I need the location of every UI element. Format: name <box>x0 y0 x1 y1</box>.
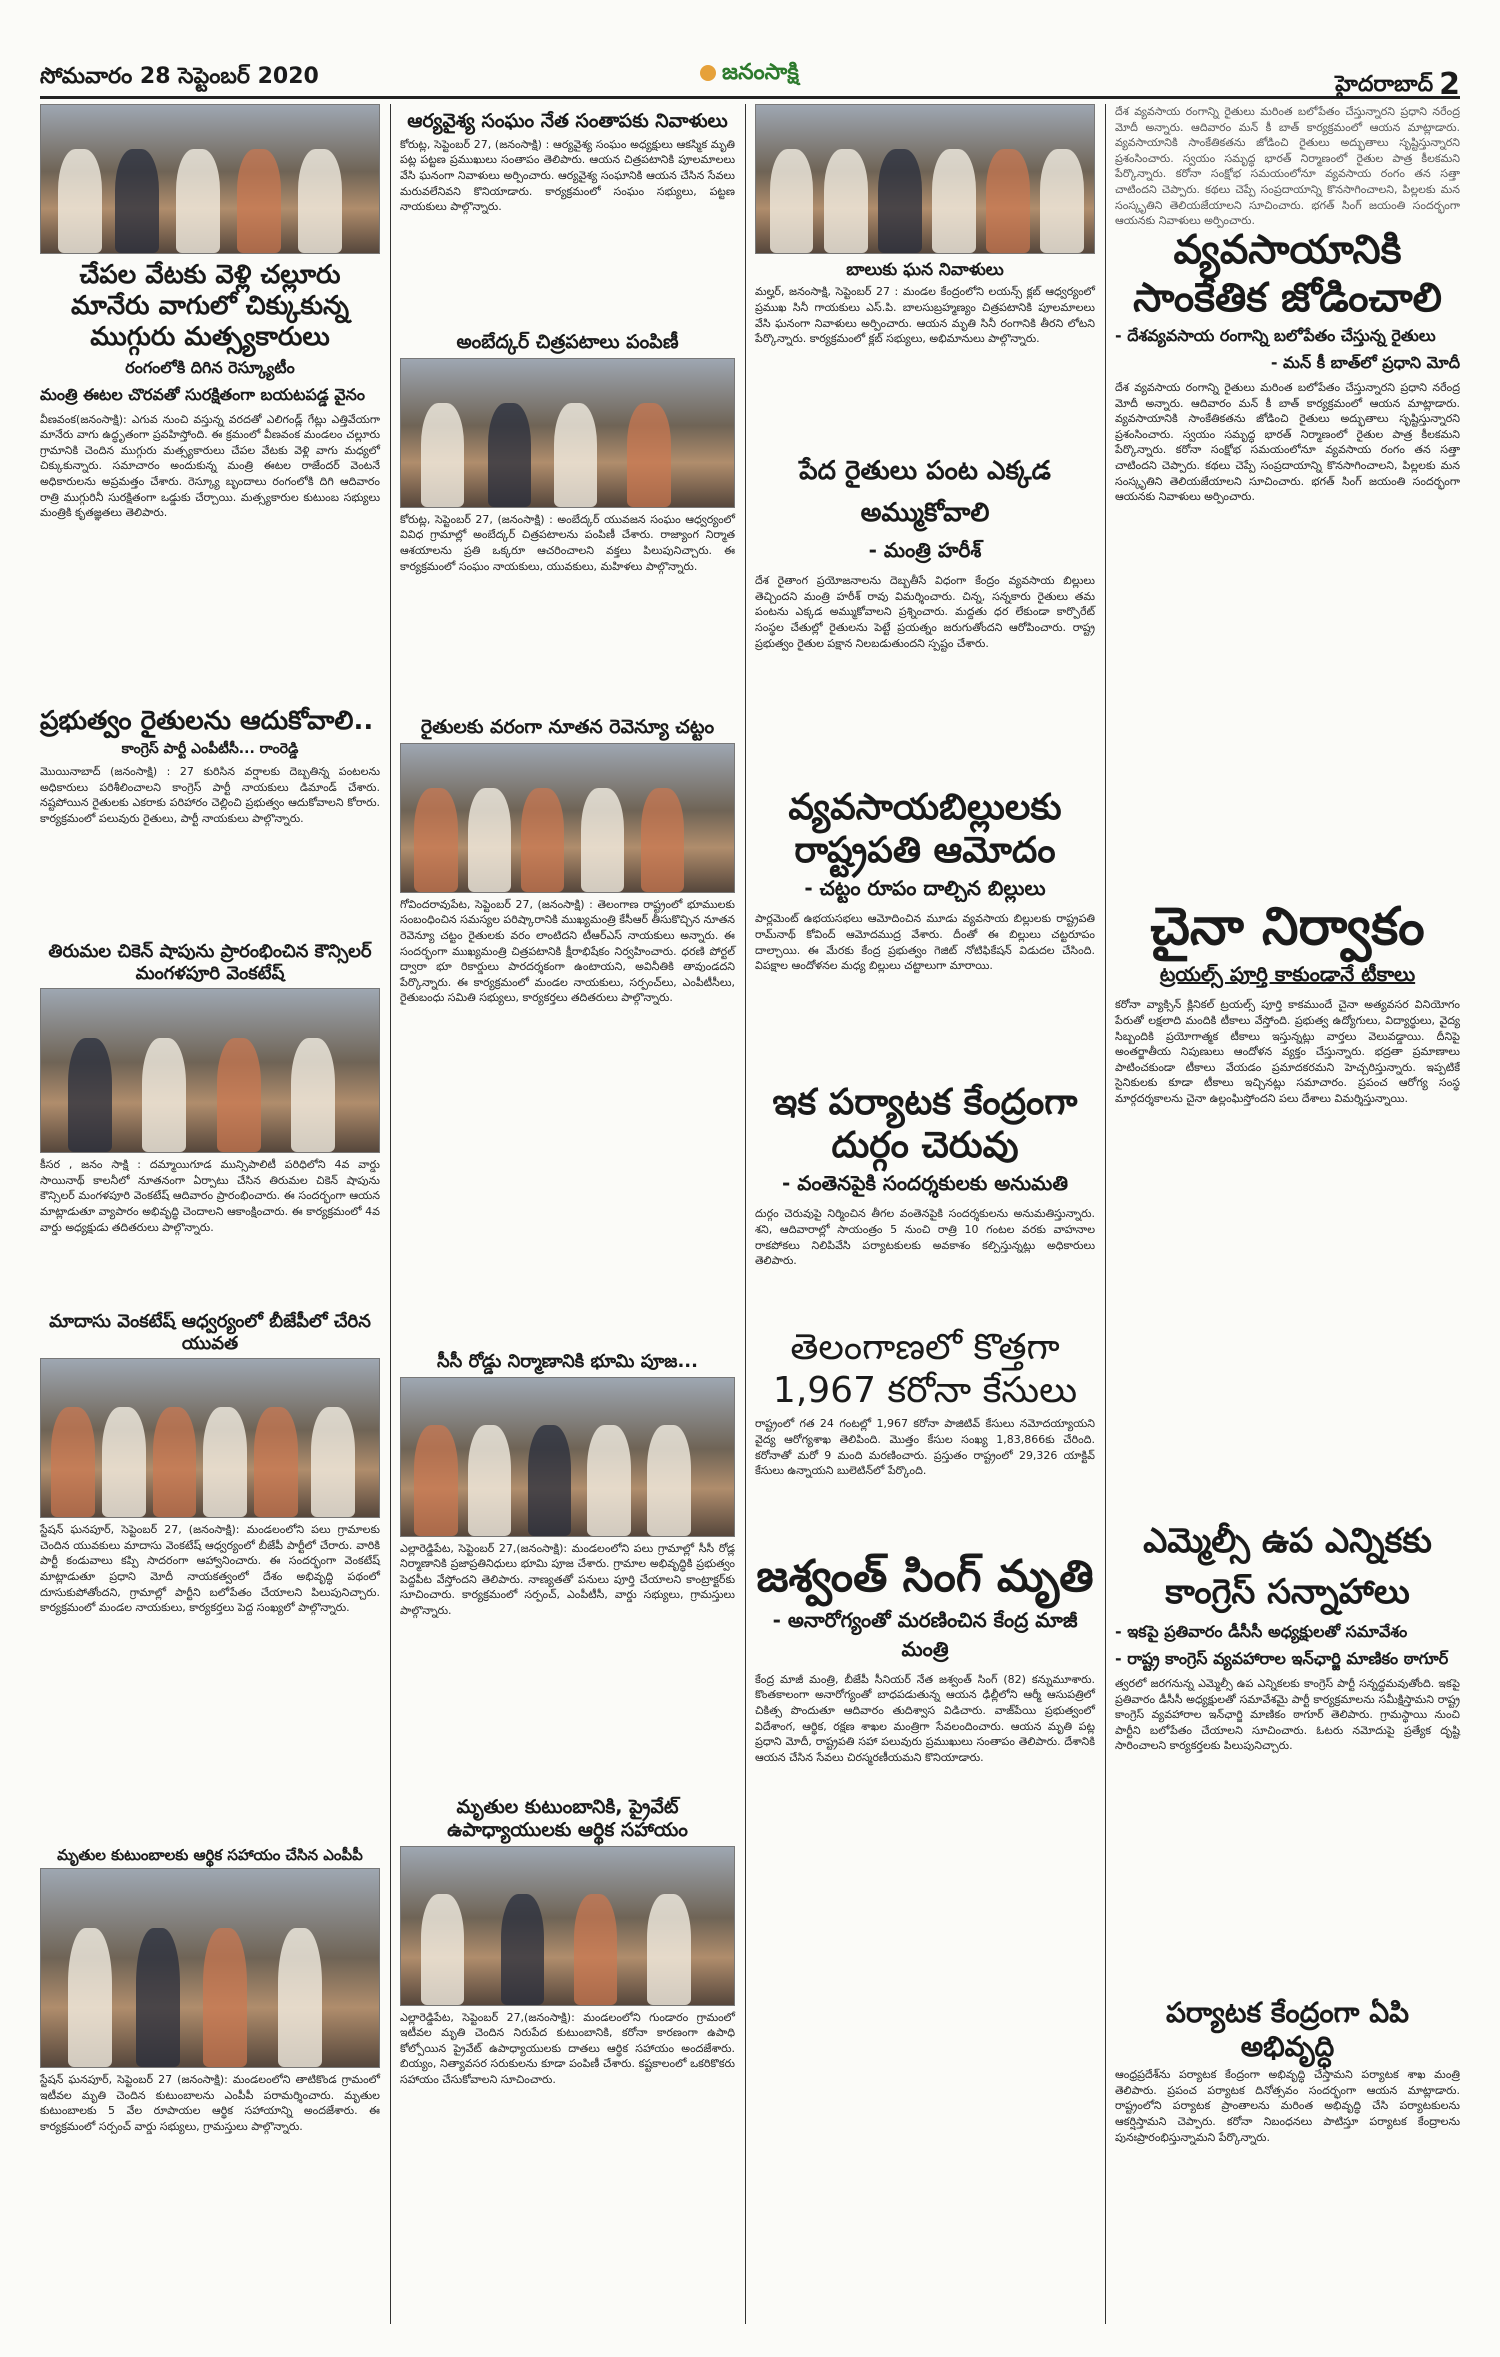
photo-road-foundation <box>400 1377 735 1537</box>
paper-name: జనంసాక్షి <box>722 60 799 85</box>
article-jaswant <box>755 1545 1095 2320</box>
article-harish <box>755 445 1095 775</box>
article-body: ఎల్లారెడ్డిపేట, సెప్టెంబర్ 27,(జనంసాక్షి): మండలంలోని గుండారం గ్రామంలో ఇటీవల మృతి చెందిన నిరుపేద కుటుంబానికి, కరోనా కారణంగా ఉపాధి కోల్పోయిన ప్రైవేట్ ఉపాధ్యాయులకు దాతలు ఆర్థిక సహాయం అందజేశారు. బియ్యం, నిత్యావసర సరుకులను కూడా పంపిణీ చేశారు. కష్టకాలంలో ఒకరికొకరు సహాయం చేసుకోవాలని సూచించారు. <box>400 2010 735 2087</box>
dek: - రాష్ట్ర కాంగ్రెస్ వ్యవహారాల ఇన్‌ఛార్జి మాణికం ఠాగూర్ <box>1115 1649 1449 1668</box>
photo-balu-tribute <box>755 104 1095 254</box>
photo-bjp-joining <box>40 1358 380 1518</box>
article-revenue <box>400 710 735 1350</box>
article-cc-road <box>400 1345 735 1775</box>
city-name: హైదరాబాద్ <box>1335 72 1434 97</box>
dek: - మంత్రి హరీశ్ <box>868 538 982 563</box>
headline: మృతుల కుటుంబానికి, ప్రైవేట్ ఉపాధ్యాయులకు ఆర్థిక సహాయం <box>447 1796 688 1841</box>
article-victims <box>40 1840 380 2320</box>
headline: జశ్వంత్ సింగ్ మృతి <box>756 1551 1094 1602</box>
column-rule <box>1105 104 1106 2324</box>
article-agri-tech <box>1115 220 1460 880</box>
headline: చైనా నిర్వాకం <box>1150 897 1425 957</box>
headline: మృతుల కుటుంబాలకు ఆర్థిక సహాయం చేసిన ఎంపీపీ <box>57 1846 363 1864</box>
dek: - దేశవ్యవసాయ రంగాన్ని బలోపేతం చేస్తున్న రైతులు <box>1115 326 1436 345</box>
article-body: పార్లమెంట్ ఉభయసభలు ఆమోదించిన మూడు వ్యవసాయ బిల్లులకు రాష్ట్రపతి రామ్‌నాథ్ కోవింద్ ఆమోదముద్ర వేశారు. దీంతో ఈ బిల్లులు చట్టరూపం దాల్చాయి. ఈ మేరకు కేంద్ర ప్రభుత్వం గెజిట్ నోటిఫికేషన్ విడుదల చేసింది. విపక్షాల ఆందోళనల మధ్య బిల్లులు చట్టాలుగా మారాయి. <box>755 912 1095 973</box>
dek: - మన్ కీ బాత్‌లో ప్రధాని మోదీ <box>1270 353 1460 372</box>
headline: చేపల వేటకు వెళ్లి చల్లూరు మానేరు వాగులో చిక్కుకున్న ముగ్గురు మత్స్యకారులు <box>71 260 349 353</box>
article-bjp <box>40 1305 380 1870</box>
article-body: మల్హర్, జనంసాక్షి, సెప్టెంబర్ 27 : మండల కేంద్రంలోని లయన్స్ క్లబ్ ఆధ్వర్యంలో ప్రముఖ సినీ గాయకులు ఎస్.పి. బాలసుబ్రహ్మణ్యం చిత్రపటానికి పూలమాలలు వేసి ఘనంగా నివాళులు అర్పించారు. ఆయన మృతి సినీ రంగానికి తీరని లోటని పేర్కొన్నారు. కార్యక్రమంలో క్లబ్ సభ్యులు, అభిమానులు పాల్గొన్నారు. <box>755 285 1095 346</box>
article-bills <box>755 780 1095 1080</box>
dek: - చట్టం రూపం దాల్చిన బిల్లులు <box>804 876 1046 901</box>
article-body: రాష్ట్రంలో గత 24 గంటల్లో 1,967 కరోనా పాజిటివ్ కేసులు నమోదయ్యాయని వైద్య ఆరోగ్యశాఖ తెలిపింది. మొత్తం కేసుల సంఖ్య 1,83,866కు చేరింది. కరోనాతో మరో 9 మంది మరణించారు. ప్రస్తుతం రాష్ట్రంలో 29,326 యాక్టివ్ కేసులు ఉన్నాయని బులెటిన్‌లో పేర్కొంది. <box>755 1417 1095 1478</box>
article-farmers <box>40 700 380 970</box>
headline: బాలుకు ఘన నివాళులు <box>846 260 1004 280</box>
article-china <box>1115 890 1460 1510</box>
headline: రైతులకు వరంగా నూతన రెవెన్యూ చట్టం <box>420 716 715 738</box>
headline: వ్యవసాయానికి సాంకేతిక జోడించాలి <box>1133 227 1442 321</box>
article-ambedkar <box>400 325 735 715</box>
article-durgam <box>755 1075 1095 1330</box>
dek: - ఇకపై ప్రతివారం డీసీసీ అధ్యక్షులతో సమావేశం <box>1115 1622 1408 1641</box>
article-body: త్వరలో జరగనున్న ఎమ్మెల్సీ ఉప ఎన్నికలకు కాంగ్రెస్ పార్టీ సన్నద్ధమవుతోంది. ఇకపై ప్రతివారం డీసీసీ అధ్యక్షులతో సమావేశమై పార్టీ కార్యక్రమాలను సమీక్షిస్తామని రాష్ట్ర కాంగ్రెస్ వ్యవహారాల ఇన్‌ఛార్జి మాణికం ఠాగూర్ తెలిపారు. గ్రామస్థాయి నుంచి పార్టీని బలోపేతం చేయాలని సూచించారు. ఓటరు నమోదుపై ప్రత్యేక దృష్టి సారించాలని కార్యకర్తలకు పిలుపునిచ్చారు. <box>1115 1677 1460 1753</box>
logo-icon <box>700 65 716 81</box>
headline: వ్యవసాయబిల్లులకు రాష్ట్రపతి ఆమోదం <box>788 787 1062 872</box>
dek: ట్రయల్స్ పూర్తి కాకుండానే టీకాలు <box>1159 962 1416 987</box>
headline: పర్యాటక కేంద్రంగా ఏపి అభివృద్ధి <box>1165 1996 1410 2063</box>
article-body: స్టేషన్ ఘనపూర్, సెప్టెంబర్ 27 (జనంసాక్షి): మండలంలోని తాటికొండ గ్రామంలో ఇటీవల మృతి చెందిన కుటుంబాలను ఎంపీపీ పరామర్శించారు. మృతుల కుటుంబాలకు 5 వేల రూపాయల ఆర్థిక సహాయాన్ని అందజేశారు. ఈ కార్యక్రమంలో సర్పంచ్ వార్డు సభ్యులు, గ్రామస్తులు పాల్గొన్నారు. <box>40 2073 380 2133</box>
subheadline: రంగంలోకి దిగిన రెస్క్యూటీం <box>125 357 295 377</box>
column-rule <box>390 104 391 2324</box>
article-fish <box>40 104 380 734</box>
article-body: ఆంధ్రప్రదేశ్‌ను పర్యాటక కేంద్రంగా అభివృద్ధి చేస్తామని పర్యాటక శాఖ మంత్రి తెలిపారు. ప్రపంచ పర్యాటక దినోత్సవం సందర్భంగా ఆయన మాట్లాడారు. రాష్ట్రంలోని పర్యాటక ప్రాంతాలను మరింత అభివృద్ధి చేసి పర్యాటకులను ఆకర్షిస్తామని చెప్పారు. కరోనా నిబంధనలు పాటిస్తూ పర్యాటక కేంద్రాలను పునఃప్రారంభిస్తున్నామని పేర్కొన్నారు. <box>1115 2068 1460 2144</box>
article-body: కీసర , జనం సాక్షి : దమ్మాయిగూడ మున్సిపాలిటీ పరిధిలోని 4వ వార్డు సాయినాథ్ కాలనీలో నూతనంగా ఏర్పాటు చేసిన తిరుమల చికెన్ షాపును కౌన్సిలర్ మంగళపూరి వెంకటేష్ ఆదివారం ప్రారంభించారు. ఈ సందర్భంగా ఆయన మాట్లాడుతూ వ్యాపారం అభివృద్ధి చెందాలని ఆకాంక్షించారు. ఈ కార్యక్రమంలో 4వ వార్డు అధ్యక్షుడు తదితరులు పాల్గొన్నారు. <box>40 1158 380 1234</box>
edition <box>1335 64 1460 102</box>
article-tirumala <box>40 935 380 1335</box>
article-body: దుర్గం చెరువుపై నిర్మించిన తీగల వంతెనపైకి సందర్శకులను అనుమతిస్తున్నారు. శని, ఆదివారాల్లో సాయంత్రం 5 నుంచి రాత్రి 10 గంటల వరకు వాహనాల రాకపోకలు నిలిపివేసి పర్యాటకులకు అవకాశం కల్పిస్తున్నట్లు అధికారులు తెలిపారు. <box>755 1207 1095 1268</box>
headline: మాదాసు వెంకటేష్ ఆధ్వర్యంలో బీజేపీలో చేరిన యువత <box>49 1311 371 1354</box>
headline: తెలంగాణలో కొత్తగా 1,967 కరోనా కేసులు <box>772 1327 1078 1412</box>
column-rule <box>745 104 746 2324</box>
page-number: 2 <box>1439 67 1460 102</box>
dek: - అనారోగ్యంతో మరణించిన కేంద్ర మాజీ మంత్రి <box>772 1607 1078 1661</box>
headline: ఎమ్మెల్సీ ఉప ఎన్నికకు కాంగ్రెస్ సన్నాహాలు <box>1143 1521 1432 1612</box>
subheadline: మంత్రి ఈటల చొరవతో సురక్షితంగా బయటపడ్డ వైనం <box>40 384 365 404</box>
headline: సీసీ రోడ్డు నిర్మాణానికి భూమి పూజ... <box>437 1351 698 1372</box>
headline: పేద రైతులు పంట ఎక్కడ అమ్ముకోవాలి <box>799 456 1051 528</box>
photo-victims-family <box>40 1868 380 2068</box>
article-body: వీణవంక(జనంసాక్షి): ఎగువ నుంచి వస్తున్న వరదతో ఎలిగండ్ల్ గేట్లు ఎత్తివేయగా మానేరు వాగు ఉద్ధృతంగా ప్రవహిస్తోంది. ఈ క్రమంలో వీణవంక మండలం చల్లూరు గ్రామానికి చెందిన ముగ్గురు మత్స్యకారులు చేపల వేటకు వెళ్లి వాగు మధ్యలో చిక్కుకున్నారు. సమాచారం అందుకున్న మంత్రి ఈటల రాజేందర్ వెంటనే అధికారులను అప్రమత్తం చేశారు. రెస్క్యూ బృందాలు రంగంలోకి దిగి ఆదివారం రాత్రి ముగ్గురినీ సురక్షితంగా ఒడ్డుకు చేర్చాయి. మత్స్యకారుల కుటుంబ సభ్యులు మంత్రికి కృతజ్ఞతలు తెలిపారు. <box>40 412 380 520</box>
article-body: కోరుట్ల, సెప్టెంబర్ 27, (జనంసాక్షి) : ఆర్యవైశ్య సంఘం అధ్యక్షులు ఆకస్మిక మృతి పట్ల పట్టణ ప్రముఖులు సంతాపం తెలిపారు. ఆయన చిత్రపటానికి పూలమాలలు వేసి ఘనంగా నివాళులు అర్పించారు. ఆర్యవైశ్య సంఘానికి ఆయన చేసిన సేవలు మరువలేనివని కొనియాడారు. కార్యక్రమంలో సంఘం సభ్యులు, పట్టణ నాయకులు పాల్గొన్నారు. <box>400 137 735 214</box>
article-mlc <box>1115 1510 1460 1980</box>
masthead <box>40 60 1460 102</box>
headline: ఇక పర్యాటక కేంద్రంగా దుర్గం చెరువు <box>772 1082 1078 1167</box>
dek: - వంతెనపైకి సందర్శకులకు అనుమతి <box>782 1171 1068 1196</box>
headline: ప్రభుత్వం రైతులను ఆదుకోవాలి.. <box>40 706 374 736</box>
article-body: కేంద్ర మాజీ మంత్రి, బీజేపీ సీనియర్ నేత జశ్వంత్ సింగ్ (82) కన్నుమూశారు. కొంతకాలంగా అనారోగ్యంతో బాధపడుతున్న ఆయన ఢిల్లీలోని ఆర్మీ ఆసుపత్రిలో చికిత్స పొందుతూ ఆదివారం తుదిశ్వాస విడిచారు. వాజ్‌పేయి ప్రభుత్వంలో విదేశాంగ, ఆర్థిక, రక్షణ శాఖల మంత్రిగా సేవలందించారు. ఆయన మృతి పట్ల ప్రధాని మోదీ, రాష్ట్రపతి సహా పలువురు ప్రముఖులు సంతాపం తెలిపారు. దేశానికి ఆయన చేసిన సేవలు చిరస్మరణీయమని కొనియాడారు. <box>755 1672 1095 1764</box>
article-body: ఎల్లారెడ్డిపేట, సెప్టెంబర్ 27,(జనంసాక్షి): మండలంలోని పలు గ్రామాల్లో సీసీ రోడ్ల నిర్మాణానికి ప్రజాప్రతినిధులు భూమి పూజ చేశారు. గ్రామాల అభివృద్ధికి ప్రభుత్వం పెద్దపీట వేస్తోందని తెలిపారు. నాణ్యతతో పనులు పూర్తి చేయాలని కాంట్రాక్టర్‌కు సూచించారు. కార్యక్రమంలో సర్పంచ్, ఎంపీటీసీ, వార్డు సభ్యులు, గ్రామస్తులు పాల్గొన్నారు. <box>400 1541 735 1618</box>
paper-logo <box>700 60 799 90</box>
headline: ఆర్యవైశ్య సంఘం నేత సంతాపకు నివాళులు <box>407 110 728 132</box>
article-body: కోరుట్ల, సెప్టెంబర్ 27, (జనంసాక్షి) : అంబేద్కర్ యువజన సంఘం ఆధ్వర్యంలో వివిధ గ్రామాల్లో అంబేద్కర్ చిత్రపటాలను పంపిణీ చేశారు. రాజ్యాంగ నిర్మాత ఆశయాలను ప్రతి ఒక్కరూ ఆచరించాలని వక్తలు పిలుపునిచ్చారు. ఈ కార్యక్రమంలో సంఘం నాయకులు, యువకులు, మహిళలు పాల్గొన్నారు. <box>400 512 735 573</box>
photo-shop-opening <box>40 988 380 1153</box>
article-teachers <box>400 1790 735 2320</box>
photo-fishermen <box>40 104 380 254</box>
photo-revenue-act <box>400 743 735 893</box>
headline: తిరుమల చికెన్ షాపును ప్రారంభించిన కౌన్సిలర్ మంగళపూరి వెంకటేష్ <box>48 941 372 984</box>
photo-ambedkar <box>400 358 735 508</box>
subheadline: కాంగ్రెస్ పార్టీ ఎంపీటీసీ... రాంరెడ్డి <box>121 741 299 758</box>
article-continued <box>1115 104 1460 228</box>
article-body: కరోనా వ్యాక్సిన్ క్లినికల్ ట్రయల్స్ పూర్తి కాకముందే చైనా అత్యవసర వినియోగం పేరుతో లక్షలాది మందికి టీకాలు వేస్తోంది. ప్రభుత్వ ఉద్యోగులు, విద్యార్థులు, వైద్య సిబ్బందికి ప్రయోగాత్మక టీకాలు ఇస్తున్నట్లు వార్తలు వెలువడ్డాయి. దీనిపై అంతర్జాతీయ నిపుణులు ఆందోళన వ్యక్తం చేస్తున్నారు. భద్రతా ప్రమాణాలు పాటించకుండా టీకాలు వేయడం ప్రమాదకరమని హెచ్చరిస్తున్నారు. ఇప్పటికే సైనికులకు కూడా టీకాలు ఇచ్చినట్లు సమాచారం. ప్రపంచ ఆరోగ్య సంస్థ మార్గదర్శకాలను చైనా ఉల్లంఘిస్తోందని పలు దేశాలు విమర్శిస్తున్నాయి. <box>1115 998 1460 1106</box>
article-corona <box>755 1320 1095 1550</box>
article-body: దేశ వ్యవసాయ రంగాన్ని రైతులు మరింత బలోపేతం చేస్తున్నారని ప్రధాని నరేంద్ర మోదీ అన్నారు. ఆదివారం మన్ కీ బాత్ కార్యక్రమంలో ఆయన మాట్లాడారు. వ్యవసాయానికి సాంకేతికతను జోడించి రైతులు అద్భుతాలు సృష్టిస్తున్నారని ప్రశంసించారు. స్వయం సమృద్ధ భారత్ నిర్మాణంలో రైతుల పాత్ర కీలకమని పేర్కొన్నారు. కరోనా సంక్షోభ సమయంలోనూ వ్యవసాయ రంగం తన సత్తా చాటిందని చెప్పారు. కథలు చెప్పే సంప్రదాయాన్ని కొనసాగించాలని, పిల్లలకు మన సంస్కృతిని తెలియజేయాలని సూచించారు. భగత్ సింగ్ జయంతి సందర్భంగా ఆయనకు నివాళులు అర్పించారు. <box>1115 381 1460 504</box>
article-body: స్టేషన్ ఘనపూర్, సెప్టెంబర్ 27, (జనంసాక్షి): మండలంలోని పలు గ్రామాలకు చెందిన యువకులు మాదాసు వెంకటేష్ ఆధ్వర్యంలో బీజేపీ పార్టీలో చేరారు. వారికి పార్టీ కండువాలు కప్పి సాదరంగా ఆహ్వానించారు. ఈ సందర్భంగా వెంకటేష్ మాట్లాడుతూ ప్రధాని మోదీ నాయకత్వంలో దేశం అభివృద్ధి పథంలో దూసుకుపోతోందని, గ్రామాల్లో పార్టీని బలోపేతం చేయాలని పిలుపునిచ్చారు. కార్యక్రమంలో మండల నాయకులు, కార్యకర్తలు పెద్ద సంఖ్యలో పాల్గొన్నారు. <box>40 1523 380 1615</box>
article-arya <box>400 104 735 354</box>
photo-teachers-aid <box>400 1846 735 2006</box>
article-body: గోవిందరావుపేట, సెప్టెంబర్ 27, (జనంసాక్షి) : తెలంగాణ రాష్ట్రంలో భూములకు సంబంధించిన సమస్యల పరిష్కారానికి ముఖ్యమంత్రి కేసీఆర్ తీసుకొచ్చిన నూతన రెవెన్యూ చట్టం రైతులకు వరం లాంటిదని టీఆర్ఎస్ నాయకులు అన్నారు. ఈ సందర్భంగా ముఖ్యమంత్రి చిత్రపటానికి క్షీరాభిషేకం నిర్వహించారు. ధరణి పోర్టల్ ద్వారా భూ రికార్డులు పారదర్శకంగా ఉంటాయని, అవినీతికి తావుండదని పేర్కొన్నారు. ఈ కార్యక్రమంలో మండల నాయకులు, సర్పంచ్‌లు, ఎంపీటీసీలు, రైతుబంధు సమితి సభ్యులు, కార్యకర్తలు తదితరులు పాల్గొన్నారు. <box>400 897 735 1005</box>
article-body: దేశ వ్యవసాయ రంగాన్ని రైతులు మరింత బలోపేతం చేస్తున్నారని ప్రధాని నరేంద్ర మోదీ అన్నారు. ఆదివారం మన్ కీ బాత్ కార్యక్రమంలో ఆయన మాట్లాడారు. వ్యవసాయానికి సాంకేతికతను జోడించి రైతులు అద్భుతాలు సృష్టిస్తున్నారని ప్రశంసించారు. స్వయం సమృద్ధ భారత్ నిర్మాణంలో రైతుల పాత్ర కీలకమని పేర్కొన్నారు. కరోనా సంక్షోభ సమయంలోనూ వ్యవసాయ రంగం తన సత్తా చాటిందని చెప్పారు. కథలు చెప్పే సంప్రదాయాన్ని కొనసాగించాలని, పిల్లలకు మన సంస్కృతిని తెలియజేయాలని సూచించారు. భగత్ సింగ్ జయంతి సందర్భంగా ఆయనకు నివాళులు అర్పించారు. <box>1115 105 1460 228</box>
article-body: మొయినాబాద్ (జనంసాక్షి) : 27 కురిసిన వర్షాలకు దెబ్బతిన్న పంటలను అధికారులు పరిశీలించాలని కాంగ్రెస్ పార్టీ నాయకులు డిమాండ్ చేశారు. నష్టపోయిన రైతులకు ఎకరాకు పరిహారం చెల్లించి ప్రభుత్వం ఆదుకోవాలని కోరారు. కార్యక్రమంలో పలువురు రైతులు, పార్టీ నాయకులు పాల్గొన్నారు. <box>40 765 380 826</box>
issue-date: సోమవారం 28 సెప్టెంబర్ 2020 <box>40 64 319 89</box>
article-balu <box>755 104 1095 464</box>
article-body: దేశ రైతాంగ ప్రయోజనాలను దెబ్బతీసే విధంగా కేంద్రం వ్యవసాయ బిల్లులు తెచ్చిందని మంత్రి హరీశ్ రావు విమర్శించారు. చిన్న, సన్నకారు రైతులు తమ పంటను ఎక్కడ అమ్ముకోవాలని ప్రశ్నించారు. మద్దతు ధర లేకుండా కార్పొరేట్ సంస్థల చేతుల్లో రైతులను పెట్టే ప్రయత్నం జరుగుతోందని ఆరోపించారు. రాష్ట్ర ప్రభుత్వం రైతుల పక్షాన నిలబడుతుందని స్పష్టం చేశారు. <box>755 574 1095 650</box>
headline: అంబేద్కర్ చిత్రపటాలు పంపిణీ <box>456 331 679 353</box>
article-ap-tourism <box>1115 1990 1460 2320</box>
